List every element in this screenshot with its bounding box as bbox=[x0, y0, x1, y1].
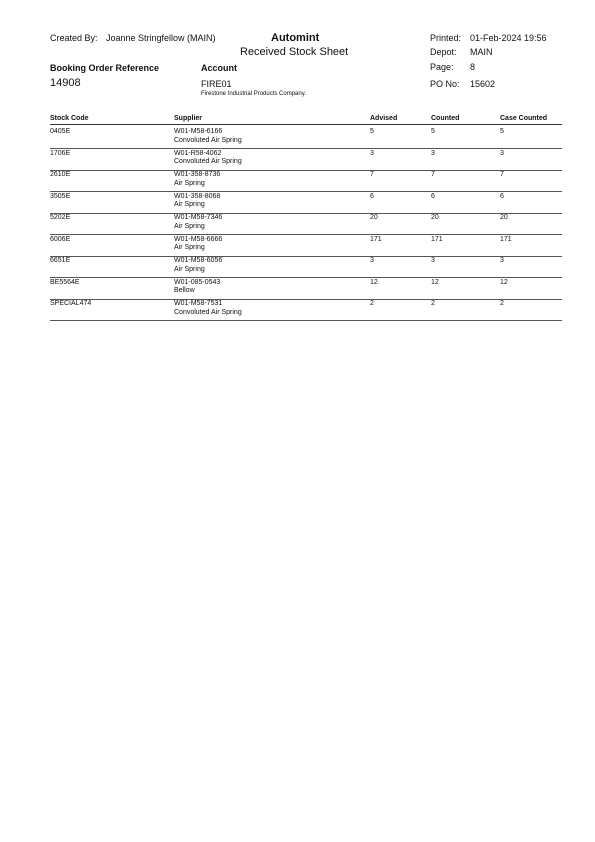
supplier-code: W01-M58-6666 bbox=[174, 235, 223, 243]
stock-code: 0405E bbox=[50, 128, 71, 135]
advised-qty: 20 bbox=[370, 214, 378, 221]
case-counted-qty: 12 bbox=[500, 278, 508, 286]
stock-code: 6006E bbox=[50, 235, 71, 243]
item-description: Air Spring bbox=[174, 244, 205, 251]
printed-label: Printed: bbox=[430, 33, 462, 43]
header-divider bbox=[50, 124, 562, 125]
page-number: 8 bbox=[470, 62, 476, 72]
table-row bbox=[0, 300, 595, 321]
advised-qty: 12 bbox=[370, 278, 378, 286]
advised-qty: 7 bbox=[370, 171, 374, 178]
stock-code: BE5564E bbox=[50, 278, 80, 286]
booking-order-value: 14908 bbox=[50, 77, 81, 89]
table-row bbox=[0, 257, 595, 278]
account-name: Firestone Industrial Products Company. bbox=[201, 91, 306, 97]
counted-qty: 3 bbox=[431, 257, 435, 264]
item-description: Convoluted Air Spring bbox=[174, 158, 242, 165]
table-row bbox=[0, 171, 595, 192]
po-number: 15602 bbox=[470, 79, 496, 89]
col-case-counted: Case Counted bbox=[500, 115, 548, 122]
col-supplier: Supplier bbox=[174, 115, 203, 122]
supplier-code: W01-M58-6166 bbox=[174, 128, 223, 135]
account-label: Account bbox=[201, 63, 237, 73]
counted-qty: 171 bbox=[431, 235, 443, 243]
case-counted-qty: 7 bbox=[500, 171, 504, 178]
table-row bbox=[0, 214, 595, 235]
case-counted-qty: 3 bbox=[500, 149, 504, 157]
supplier-code: W01-358-8068 bbox=[174, 192, 221, 200]
item-description: Air Spring bbox=[174, 265, 205, 273]
supplier-cell bbox=[174, 171, 220, 188]
company-name: Automint bbox=[271, 32, 320, 44]
depot-value: MAIN bbox=[470, 47, 493, 57]
case-counted-qty: 2 bbox=[500, 300, 504, 307]
advised-qty: 2 bbox=[370, 300, 374, 307]
supplier-cell bbox=[174, 236, 222, 253]
supplier-cell bbox=[174, 128, 242, 145]
supplier-cell bbox=[174, 279, 220, 296]
item-description: Convoluted Air Spring bbox=[174, 136, 242, 144]
stock-code: SPECIAL474 bbox=[50, 300, 92, 307]
counted-qty: 2 bbox=[431, 300, 435, 307]
depot-label: Depot: bbox=[430, 47, 457, 57]
table-row bbox=[0, 193, 595, 214]
col-counted: Counted bbox=[431, 115, 460, 122]
supplier-code: W01-085-0543 bbox=[174, 278, 221, 286]
created-by-value: Joanne Stringfellow (MAIN) bbox=[106, 33, 216, 43]
stock-code: 3505E bbox=[50, 192, 71, 200]
supplier-code: W01-M58-6056 bbox=[174, 257, 223, 264]
counted-qty: 20 bbox=[431, 214, 439, 221]
case-counted-qty: 20 bbox=[500, 214, 508, 221]
table-row bbox=[0, 150, 595, 171]
booking-order-label: Booking Order Reference bbox=[50, 63, 160, 73]
advised-qty: 5 bbox=[370, 128, 374, 135]
supplier-cell bbox=[174, 193, 220, 210]
table-row bbox=[0, 236, 595, 257]
case-counted-qty: 171 bbox=[500, 235, 512, 243]
stock-code: 2610E bbox=[50, 171, 71, 178]
advised-qty: 6 bbox=[370, 192, 374, 200]
table-row bbox=[0, 279, 595, 300]
supplier-cell bbox=[174, 214, 222, 231]
supplier-cell bbox=[174, 257, 222, 274]
page-label: Page: bbox=[430, 62, 454, 72]
advised-qty: 171 bbox=[370, 235, 382, 243]
item-description: Convoluted Air Spring bbox=[174, 308, 242, 316]
counted-qty: 7 bbox=[431, 171, 435, 178]
printed-value: 01-Feb-2024 19:56 bbox=[470, 33, 547, 43]
supplier-code: W01-M58-7531 bbox=[174, 300, 223, 307]
supplier-code: W01-R58-4062 bbox=[174, 149, 222, 157]
sheet-title: Received Stock Sheet bbox=[240, 46, 349, 58]
col-advised: Advised bbox=[370, 115, 398, 122]
supplier-cell bbox=[174, 150, 242, 167]
account-code: FIRE01 bbox=[201, 79, 232, 89]
stock-code: 1706E bbox=[50, 149, 71, 157]
case-counted-qty: 6 bbox=[500, 192, 504, 200]
case-counted-qty: 3 bbox=[500, 257, 504, 264]
created-by-label: Created By: bbox=[50, 33, 98, 43]
supplier-code: W01-M58-7346 bbox=[174, 214, 223, 221]
po-label: PO No: bbox=[430, 79, 460, 89]
case-counted-qty: 5 bbox=[500, 128, 504, 135]
item-description: Bellow bbox=[174, 287, 195, 294]
counted-qty: 12 bbox=[431, 278, 439, 286]
supplier-cell bbox=[174, 300, 242, 317]
supplier-code: W01-358-8736 bbox=[174, 171, 221, 178]
counted-qty: 3 bbox=[431, 149, 435, 157]
advised-qty: 3 bbox=[370, 149, 374, 157]
stock-code: 6651E bbox=[50, 257, 71, 264]
counted-qty: 6 bbox=[431, 192, 435, 200]
item-description: Air Spring bbox=[174, 201, 205, 208]
counted-qty: 5 bbox=[431, 128, 435, 135]
col-stock-code: Stock Code bbox=[50, 115, 89, 122]
stock-code: 5202E bbox=[50, 214, 71, 221]
advised-qty: 3 bbox=[370, 257, 374, 264]
row-divider bbox=[50, 320, 562, 321]
item-description: Air Spring bbox=[174, 179, 205, 187]
item-description: Air Spring bbox=[174, 222, 205, 230]
table-row bbox=[0, 128, 595, 149]
